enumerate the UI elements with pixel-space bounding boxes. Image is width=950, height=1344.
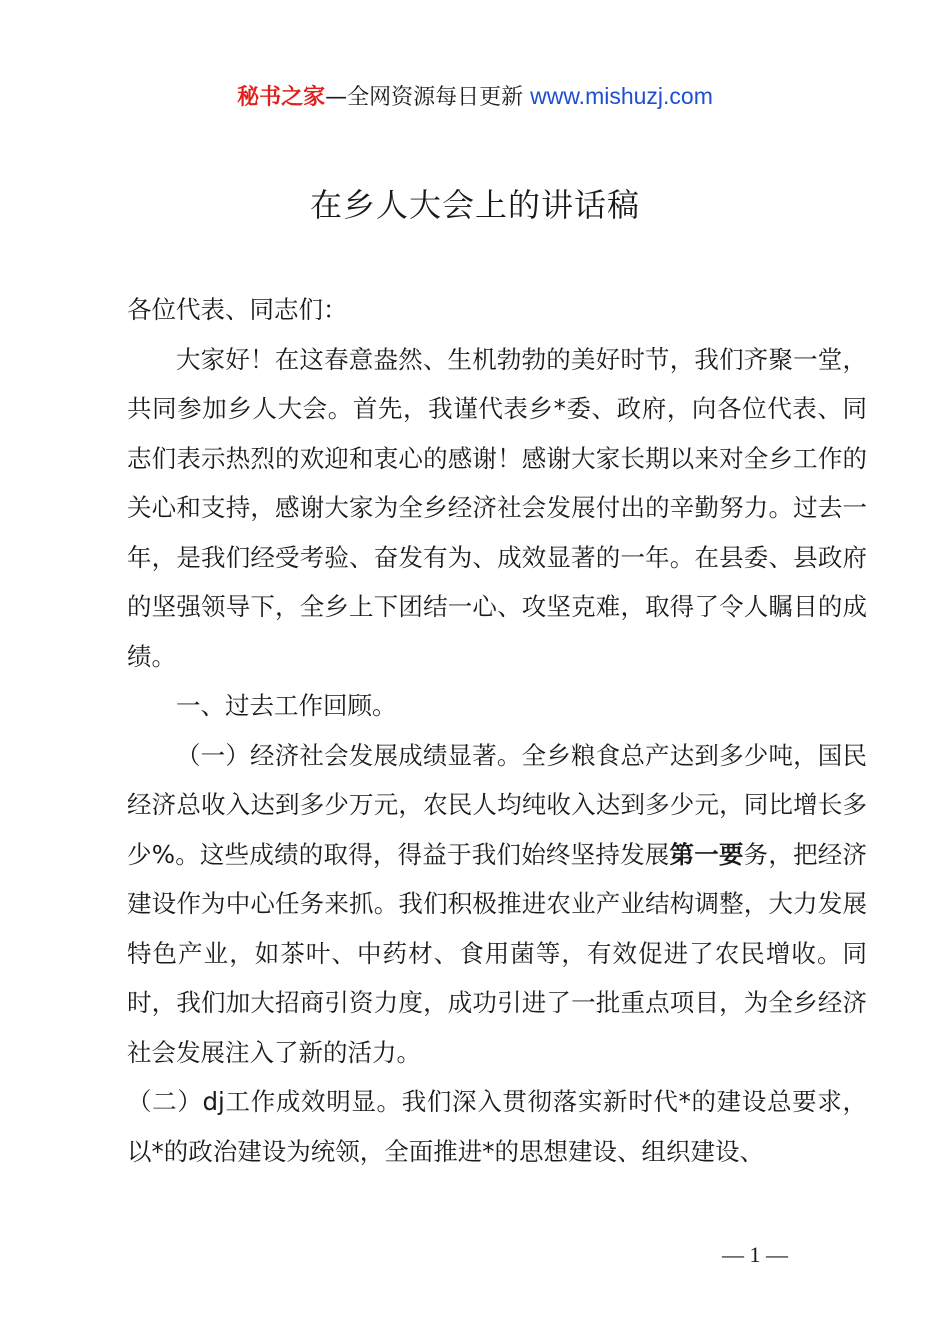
body-paragraph: （二）dj工作成效明显。我们深入贯彻落实新时代*的建设总要求，以*的政治建设为统领，全面推进*的思想建设、组织建设、 (127, 1087, 867, 1166)
body-paragraph (127, 731, 867, 1078)
bold-text: 第一要 (669, 839, 744, 869)
site-url-link[interactable]: www.mishuzj.com (530, 83, 713, 109)
document-title: 在乡人大会上的讲话稿 (309, 186, 640, 224)
site-banner (0, 80, 950, 114)
paragraph-text: 务，把经济建设作为中心任务来抓。我们积极推进农业产业结构调整，大力发展特色产业，如茶叶、中药材、食用菌等，有效促进了农民增收。同时，我们加大招商引资力度，成功引进了一批重点项目，为全乡经济社会发展注入了新的活力。 (127, 839, 868, 1067)
section-heading: 一、过去工作回顾。 (176, 691, 397, 720)
document-body (127, 285, 867, 1176)
banner-tagline: —全网资源每日更新 (325, 85, 531, 110)
body-paragraph: 大家好！在这春意盎然、生机勃勃的美好时节，我们齐聚一堂，共同参加乡人大会。首先，我谨代表乡*委、政府，向各位代表、同志们表示热烈的欢迎和衷心的感谢！感谢大家长期以来对全乡工作的关心和支持，感谢大家为全乡经济社会发展付出的辛勤努力。过去一年，是我们经受考验、奋发有为、成效显著的一年。在县委、县政府的坚强领导下，全乡上下团结一心、攻坚克难，取得了令人瞩目的成绩。 (127, 344, 867, 671)
page-number: — 1 — (722, 1242, 788, 1267)
paragraph-text: （一）经济社会发展成绩显著。全乡粮食总产达到多少吨，国民经济总收入达到多少万元，农民人均纯收入达到多少元，同比增长多少%。这些成绩的取得，得益于我们始终坚持发展 (127, 740, 867, 869)
salutation: 各位代表、同志们： (127, 295, 348, 324)
brand-name: 秘书之家 (237, 85, 326, 110)
